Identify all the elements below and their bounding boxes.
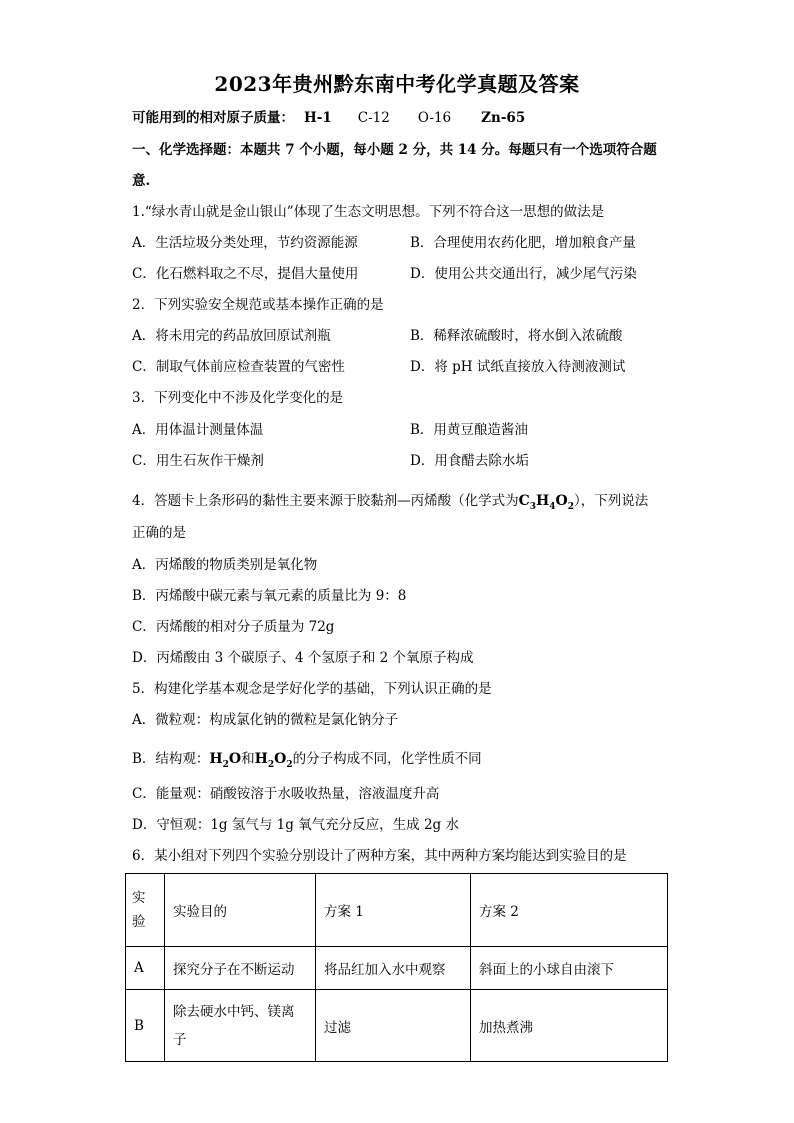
q5-option-b-post: 的分子构成不同，化学性质不同 (292, 751, 482, 767)
table-cell: 斜面上的小球自由滚下 (471, 947, 668, 990)
q4-option-d: D．丙烯酸由 3 个碳原子、4 个氢原子和 2 个氧原子构成 (132, 650, 474, 666)
q1-option-b: B．合理使用农药化肥，增加粮食产量 (410, 235, 636, 251)
q4-stem-line1 (132, 491, 648, 517)
table-header-cell: 方案 2 (471, 874, 668, 947)
q3-option-c: C．用生石灰作干燥剂 (132, 453, 264, 469)
table-header-cell (126, 874, 165, 947)
q5-f2-el1: H (254, 751, 268, 767)
q4-formula-sub2: 4 (549, 501, 556, 512)
q5-f1-el2: O (228, 751, 242, 767)
q4-formula-sub1: 3 (529, 501, 537, 512)
q5-option-b (132, 749, 482, 775)
q4-formula (518, 493, 574, 512)
q4-stem-post: ），下列说法 (573, 493, 649, 509)
q2-option-a: A．将未用完的药品放回原试剂瓶 (132, 328, 331, 344)
q1-stem: 1.“绿水青山就是金山银山”体现了生态文明思想。下列不符合这一思想的做法是 (132, 204, 605, 220)
q3-option-a: A．用体温计测量体温 (132, 422, 264, 438)
q1-option-c: C．化石燃料取之不尽，提倡大量使用 (132, 266, 359, 282)
q1-option-a: A．生活垃圾分类处理，节约资源能源 (132, 235, 358, 251)
table-cell: 探究分子在不断运动 (165, 947, 316, 990)
table-cell (165, 990, 316, 1062)
q5-option-d: D．守恒观：1g 氢气与 1g 氧气充分反应，生成 2g 水 (132, 817, 459, 833)
table-cell: 将品红加入水中观察 (316, 947, 471, 990)
table-header-cell: 方案 1 (316, 874, 471, 947)
q5-option-a: A．微粒观：构成氯化钠的微粒是氯化钠分子 (132, 712, 399, 728)
q5-formula-peroxide (254, 751, 293, 770)
q5-f2-el2: O (274, 751, 287, 767)
q5-f2-sub1: 2 (267, 759, 275, 770)
q3-stem: 3．下列变化中不涉及化学变化的是 (132, 390, 344, 406)
table-cell-text: 除去硬水中钙、镁离子 (173, 1003, 295, 1048)
section-heading-line2: 意. (132, 173, 151, 189)
page-title: 2023年贵州黔东南中考化学真题及答案 (214, 72, 580, 96)
q4-formula-el1: C (518, 493, 530, 509)
table-header-cell: 实验目的 (165, 874, 316, 947)
q5-formula-water (209, 751, 242, 770)
header-experiment: 实验 (132, 890, 146, 930)
q6-stem: 6．某小组对下列四个实验分别设计了两种方案，其中两种方案均能达到实验目的是 (132, 848, 627, 864)
atomic-mass-c: C-12 (357, 110, 390, 126)
q5-f1-sub1: 2 (222, 759, 229, 770)
atomic-mass-zn: Zn-65 (481, 110, 526, 126)
q6-experiment-table (125, 873, 668, 1062)
q4-option-b: B．丙烯酸中碳元素与氧元素的质量比为 9：8 (132, 588, 407, 604)
q5-f1-el1: H (209, 751, 223, 767)
atomic-mass-label: 可能用到的相对原子质量： (132, 110, 294, 126)
atomic-mass-o: O-16 (417, 110, 452, 126)
q2-option-c: C．制取气体前应检查装置的气密性 (132, 359, 345, 375)
table-cell: 加热煮沸 (471, 990, 668, 1062)
q5-option-b-pre: B．结构观： (132, 751, 210, 767)
table-row (126, 947, 668, 990)
q4-option-a: A．丙烯酸的物质类别是氧化物 (132, 557, 318, 573)
q4-formula-el2: H (536, 493, 550, 509)
table-cell: B (126, 990, 165, 1062)
q5-option-b-mid: 和 (241, 751, 255, 767)
atomic-mass-line (132, 108, 525, 128)
q4-formula-sub3: 2 (567, 501, 574, 512)
q5-f2-sub2: 2 (286, 759, 293, 770)
q5-stem: 5．构建化学基本观念是学好化学的基础，下列认识正确的是 (132, 681, 492, 697)
q2-option-b: B．稀释浓硫酸时，将水倒入浓硫酸 (410, 328, 623, 344)
q1-option-d: D．使用公共交通出行，减少尾气污染 (410, 266, 637, 282)
q3-option-d: D．用食醋去除水垢 (410, 453, 529, 469)
q4-formula-el3: O (555, 493, 568, 509)
atomic-mass-h: H-1 (304, 110, 332, 126)
section-heading-line1: 一、化学选择题：本题共 7 个小题，每小题 2 分，共 14 分。每题只有一个选项符合题 (132, 142, 657, 158)
q3-option-b: B．用黄豆酿造酱油 (410, 422, 528, 438)
q4-option-c: C．丙烯酸的相对分子质量为 72g (132, 619, 335, 635)
q5-option-c: C．能量观：硝酸铵溶于水吸收热量，溶液温度升高 (132, 786, 440, 802)
q2-option-d: D．将 pH 试纸直接放入待测液测试 (410, 359, 626, 375)
table-cell: 过滤 (316, 990, 471, 1062)
q4-stem-line2: 正确的是 (132, 525, 186, 541)
q2-stem: 2．下列实验安全规范或基本操作正确的是 (132, 297, 384, 313)
table-row (126, 990, 668, 1062)
q4-stem-pre: 4．答题卡上条形码的黏性主要来源于胶黏剂—丙烯酸（化学式为 (132, 493, 519, 509)
table-header-row (126, 874, 668, 947)
table-cell: A (126, 947, 165, 990)
